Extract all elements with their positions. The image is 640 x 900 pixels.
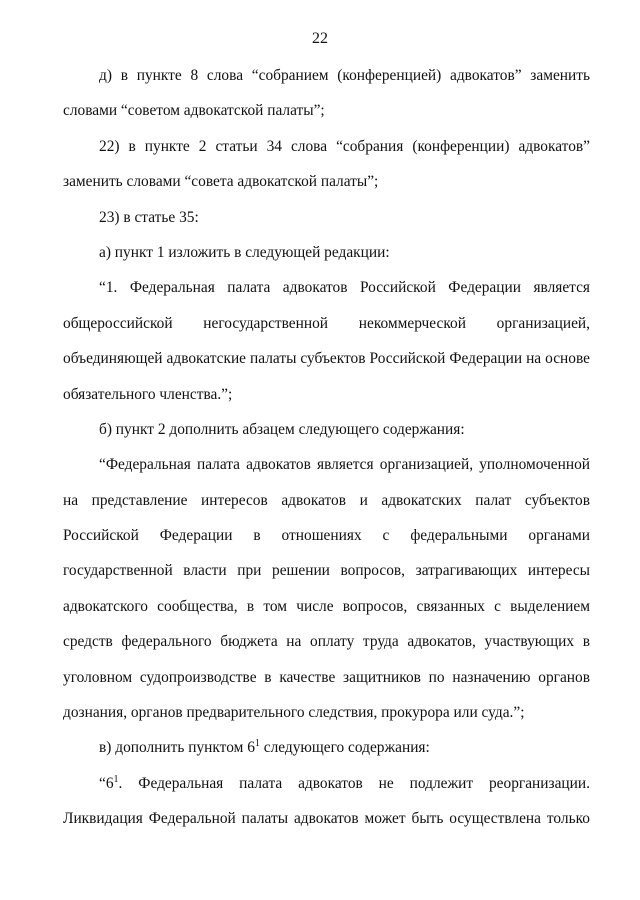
text-line: на представление интересов адвокатов и адвокатских палат субъектов xyxy=(63,491,590,509)
page-number: 22 xyxy=(312,30,328,47)
text-line-v-amendment xyxy=(63,730,590,765)
text-line: д) в пункте 8 слова “собранием (конференцией) адвокатов” заменить xyxy=(99,67,590,84)
text-line: б) пункт 2 дополнить абзацем следующего содержания: xyxy=(99,420,465,438)
line-v-text-after: следующего содержания: xyxy=(259,739,430,757)
text-line: средств федерального бюджета на оплату труда адвокатов, участвующих в xyxy=(63,633,590,651)
text-line: а) пункт 1 изложить в следующей редакции: xyxy=(99,243,390,261)
text-line: словами “советом адвокатской палаты”; xyxy=(63,102,325,120)
text-line: государственной власти при решении вопросов, затрагивающих интересы xyxy=(63,562,590,580)
text-line: объединяющей адвокатские палаты субъектов Российской Федерации на основе xyxy=(63,350,590,368)
text-lines xyxy=(63,58,590,730)
text-line: 23) в статье 35: xyxy=(99,208,199,226)
line-6-superscript: 1 xyxy=(113,773,119,785)
line-6-text-before: “6 xyxy=(99,774,114,792)
text-line: “Федеральная палата адвокатов является организацией, уполномоченной xyxy=(99,456,590,474)
text-line: Российской Федерации в отношениях с федеральными органами xyxy=(63,527,590,545)
text-line-last: Ликвидация Федеральной палаты адвокатов может быть осуществлена только xyxy=(63,810,590,828)
text-line: “1. Федеральная палата адвокатов Российской Федерации является xyxy=(99,279,590,297)
text-line: адвокатского сообщества, в том числе вопросов, связанных с выделением xyxy=(63,597,590,615)
text-line: обязательного членства.”; xyxy=(63,385,233,403)
text-line: дознания, органов предварительного следствия, прокурора или суда.”; xyxy=(63,704,525,722)
text-line-point-6-1 xyxy=(63,766,590,801)
line-v-superscript: 1 xyxy=(254,738,260,750)
text-line: общероссийской негосударственной некоммерческой организацией, xyxy=(63,314,590,332)
document-body xyxy=(63,58,590,837)
line-v-text-before: в) дополнить пунктом 6 xyxy=(99,739,255,757)
text-line: заменить словами “совета адвокатской палаты”; xyxy=(63,173,379,191)
text-line: уголовном судопроизводстве в качестве защитников по назначению органов xyxy=(63,668,590,686)
text-line: 22) в пункте 2 статьи 34 слова “собрания (конференции) адвокатов” xyxy=(99,137,590,155)
line-6-text-after: . Федеральная палата адвокатов не подлежит реорганизации. xyxy=(118,774,590,792)
